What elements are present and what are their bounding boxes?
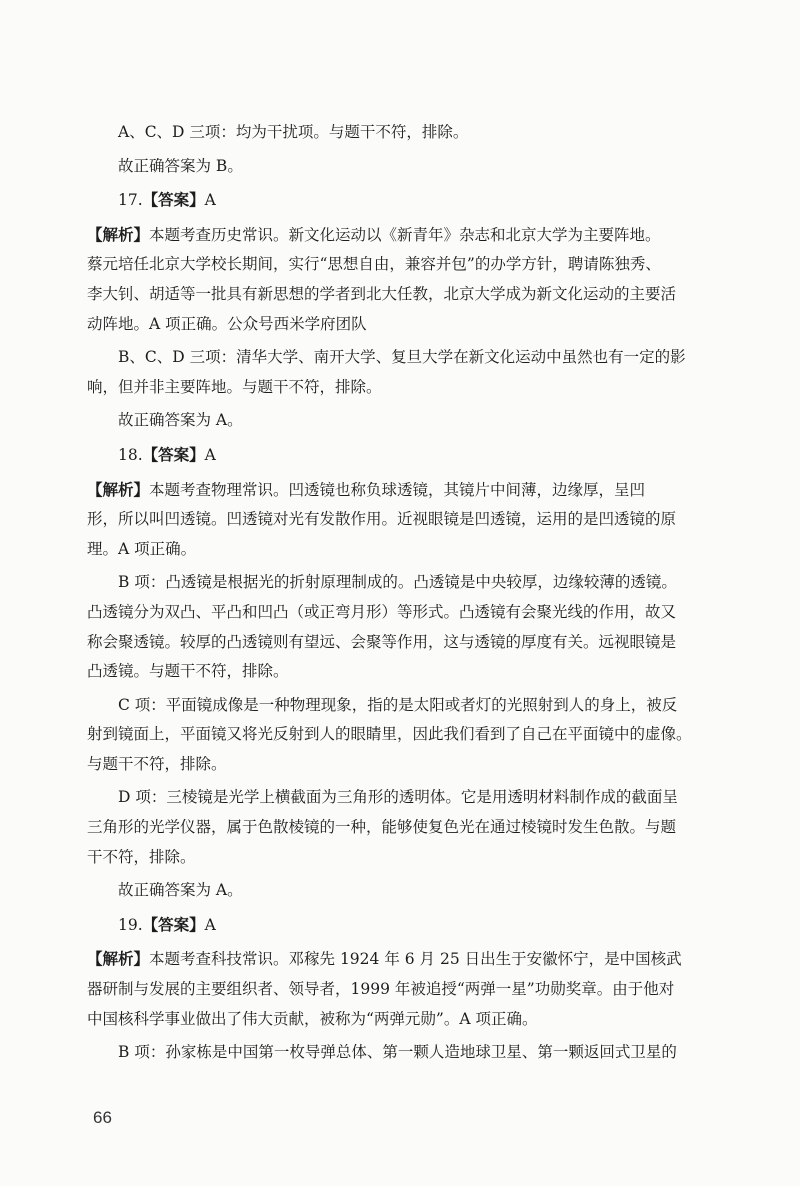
text-line: 李大钊、胡适等一批具有新思想的学者到北大任教，北京大学成为新文化运动的主要活 [87,284,677,303]
paragraph [87,568,706,686]
question-number: 18. [118,445,143,464]
text-run: 本题考查科技常识。邓稼先 1924 年 6 月 25 日出生于安徽怀宁，是中国核武 [149,950,682,969]
paragraph [87,343,706,402]
text-line: 动阵地。A 项正确。公众号西米学府团队 [87,314,367,333]
question-number: 19. [118,915,143,934]
answer-line [118,440,706,471]
paragraph [87,783,706,872]
text-line: D 项：三棱镜是光学上横截面为三角形的透明体。它是用透明材料制作成的截面呈 [118,788,678,807]
answer-tag: 【答案】 [142,914,205,934]
paragraph [118,1038,706,1068]
text-line [87,475,706,506]
answer-line [118,185,706,216]
text-line: 三角形的光学仪器，属于色散棱镜的一种，能够使复色光在通过棱镜时发生色散。与题 [87,818,677,837]
text-line: 故正确答案为 B。 [118,156,243,175]
analysis-paragraph [87,475,706,565]
text-line [87,944,706,975]
page-number: 66 [93,1108,112,1127]
text-line: 凸透镜分为双凸、平凸和凹凸（或正弯月形）等形式。凸透镜有会聚光线的作用，故又 [87,602,677,621]
analysis-paragraph [87,220,706,339]
analysis-tag: 【解析】 [87,224,150,244]
text-run: 本题考查物理常识。凹透镜也称负球透镜，其镜片中间薄，边缘厚，呈凹 [149,480,646,499]
answer-line [118,910,706,941]
page-content [87,118,706,1072]
text-line: 与题干不符，排除。 [87,754,227,773]
text-line: 故正确答案为 A。 [118,411,243,430]
paragraph [118,152,706,182]
paragraph [118,876,706,906]
paragraph [118,406,706,436]
analysis-tag: 【解析】 [87,479,150,499]
answer-value: A [204,915,216,934]
paragraph [87,691,706,780]
text-line [87,220,706,251]
text-line: 凸透镜。与题干不符，排除。 [87,662,289,681]
answer-value: A [204,445,216,464]
text-run: 本题考查历史常识。新文化运动以《新青年》杂志和北京大学为主要阵地。 [149,225,661,244]
text-line: 蔡元培任北京大学校长期间，实行“思想自由，兼容并包”的办学方针，聘请陈独秀、 [87,255,661,274]
answer-value: A [204,191,216,210]
paragraph [118,118,706,148]
analysis-tag: 【解析】 [87,949,150,969]
question-number: 17. [118,191,143,210]
text-line: 称会聚透镜。较厚的凸透镜则有望远、会聚等作用，这与透镜的厚度有关。远视眼镜是 [87,632,677,651]
text-line: A、C、D 三项：均为干扰项。与题干不符，排除。 [118,123,469,141]
text-line: B 项：孙家栋是中国第一枚导弹总体、第一颗人造地球卫星、第一颗返回式卫星的 [118,1043,677,1062]
text-line: B 项：凸透镜是根据光的折射原理制成的。凸透镜是中央较厚，边缘较薄的透镜。 [118,573,677,592]
text-line: 理。A 项正确。 [87,539,197,558]
text-line: C 项：平面镜成像是一种物理现象，指的是太阳或者灯的光照射到人的身上，被反 [118,695,678,714]
answer-tag: 【答案】 [142,444,205,464]
text-line: 故正确答案为 A。 [118,881,243,900]
text-line: B、C、D 三项：清华大学、南开大学、复旦大学在新文化运动中虽然也有一定的影 [118,348,686,367]
text-line: 器研制与发展的主要组织者、领导者，1999 年被追授“两弹一星”功勋奖章。由于他对 [87,980,675,999]
analysis-paragraph [87,944,706,1034]
answer-tag: 【答案】 [142,190,205,210]
text-line: 形，所以叫凹透镜。凹透镜对光有发散作用。近视眼镜是凹透镜，运用的是凹透镜的原 [87,510,677,529]
text-line: 干不符，排除。 [87,847,196,866]
text-line: 射到镜面上，平面镜又将光反射到人的眼睛里，因此我们看到了自己在平面镜中的虚像。 [87,725,692,744]
text-line: 响，但并非主要阵地。与题干不符，排除。 [87,377,382,396]
text-line: 中国核科学事业做出了伟大贡献，被称为“两弹元勋”。A 项正确。 [87,1009,538,1028]
